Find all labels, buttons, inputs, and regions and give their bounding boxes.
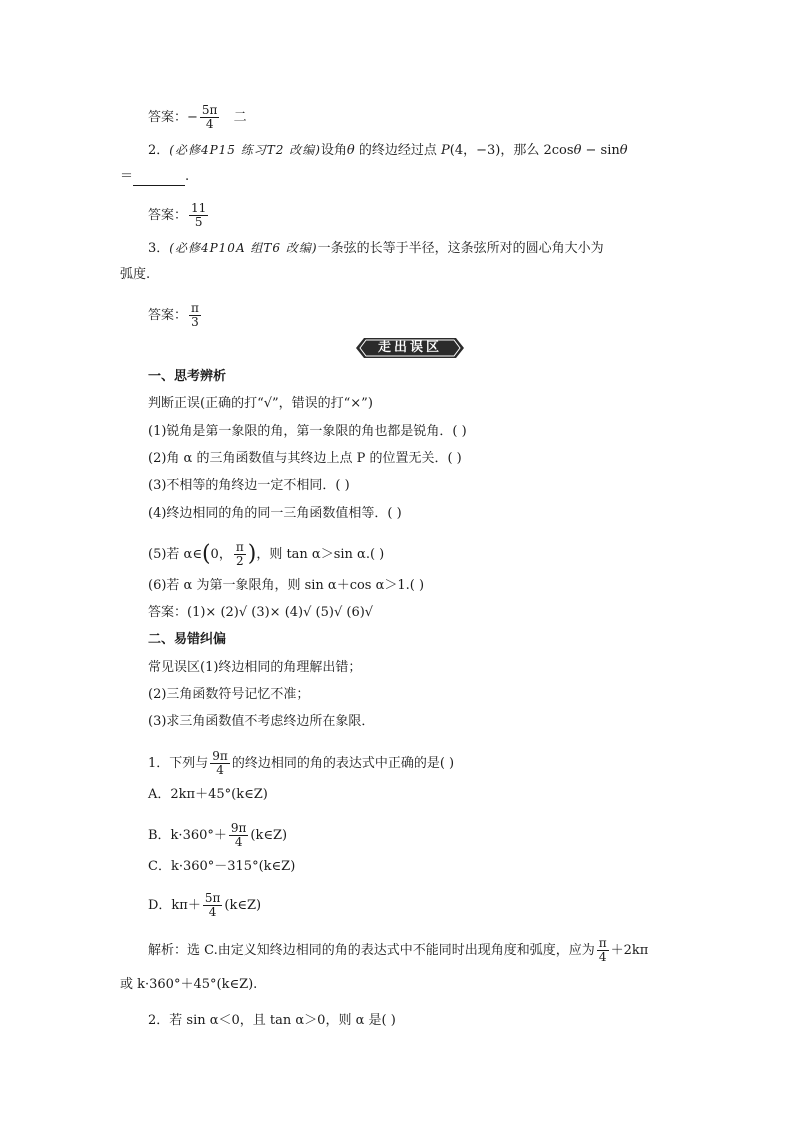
question-2b: 2．若 sin α＜0，且 tan α＞0，则 α 是( ) bbox=[148, 1013, 396, 1028]
text-line: (2)三角函数符号记忆不准； bbox=[148, 687, 310, 702]
analysis-line2: 或 k·360°＋45°(k∈Z). bbox=[120, 977, 258, 992]
section-heading: 二、易错纠偏 bbox=[148, 632, 227, 647]
option-a: A．2kπ＋45°(k∈Z) bbox=[148, 787, 268, 802]
banner-title: 走出误区 bbox=[377, 340, 442, 355]
question-2: 2．(必修4P15 练习T2 改编)设角θ 的终边经过点 P(4，−3)，那么 2cosθ − sinθ bbox=[148, 143, 628, 158]
question-1: 1．下列与 $\frac{9\pi}{4}$ 的终边相同的角的表达式中正确的是( ) bbox=[148, 749, 455, 777]
section-banner bbox=[356, 338, 464, 358]
section-heading: 一、思考辨析 bbox=[148, 369, 227, 384]
intro-text: 判断正误(正确的打“√”，错误的打“×”) bbox=[148, 396, 373, 411]
fraction: $\frac{\pi}{3}$ bbox=[191, 301, 199, 329]
question-3: 3．(必修4P10A 组T6 改编)一条弦的长等于半径，这条弦所对的圆心角大小为 bbox=[148, 241, 604, 256]
answer-1: 答案：− $\frac{5\pi}{4}$ 二 bbox=[148, 103, 247, 131]
source-note: (必修4P10A 组T6 改编) bbox=[169, 241, 318, 255]
fraction: $\frac{11}{5}$ bbox=[191, 201, 207, 229]
fraction: $\frac{5\pi}{4}$ bbox=[201, 103, 218, 131]
answer-blank bbox=[133, 171, 185, 186]
list-item: (6)若 α 为第一象限角，则 sin α＋cos α＞1.( ) bbox=[148, 578, 425, 593]
source-note: (必修4P15 练习T2 改编) bbox=[169, 143, 321, 157]
text-line: 常见误区(1)终边相同的角理解出错； bbox=[148, 660, 362, 675]
answer-3: 答案： $\frac{\pi}{3}$ bbox=[148, 301, 199, 329]
analysis: 解析：选 C.由定义知终边相同的角的表达式中不能同时出现角度和弧度，应为 $\frac{\pi}{4}$ ＋2kπ bbox=[148, 936, 649, 964]
list-item: (1)锐角是第一象限的角，第一象限的角也都是锐角．( ) bbox=[148, 424, 467, 439]
list-item: (5)若 α∈(0， $\frac{\pi}{2}$ )，则 tan α＞sin α.( ) bbox=[148, 540, 385, 568]
option-b: B．k·360°＋ $\frac{9\pi}{4}$ (k∈Z) bbox=[148, 821, 288, 849]
question-3-line2: 弧度. bbox=[120, 267, 151, 282]
option-c: C．k·360°－315°(k∈Z) bbox=[148, 859, 296, 874]
answer-line: 答案：(1)× (2)√ (3)× (4)√ (5)√ (6)√ bbox=[148, 605, 374, 620]
option-d: D．kπ＋ $\frac{5\pi}{4}$ (k∈Z) bbox=[148, 891, 262, 919]
list-item: (2)角 α 的三角函数值与其终边上点 P 的位置无关．( ) bbox=[148, 451, 462, 466]
question-2-line2: ＝ . bbox=[120, 169, 190, 184]
list-item: (4)终边相同的角的同一三角函数值相等．( ) bbox=[148, 506, 402, 521]
text-line: (3)求三角函数值不考虑终边所在象限． bbox=[148, 714, 375, 729]
answer-2: 答案： $\frac{11}{5}$ bbox=[148, 201, 207, 229]
list-item: (3)不相等的角终边一定不相同．( ) bbox=[148, 478, 350, 493]
answer-label: 答案： bbox=[148, 110, 188, 125]
